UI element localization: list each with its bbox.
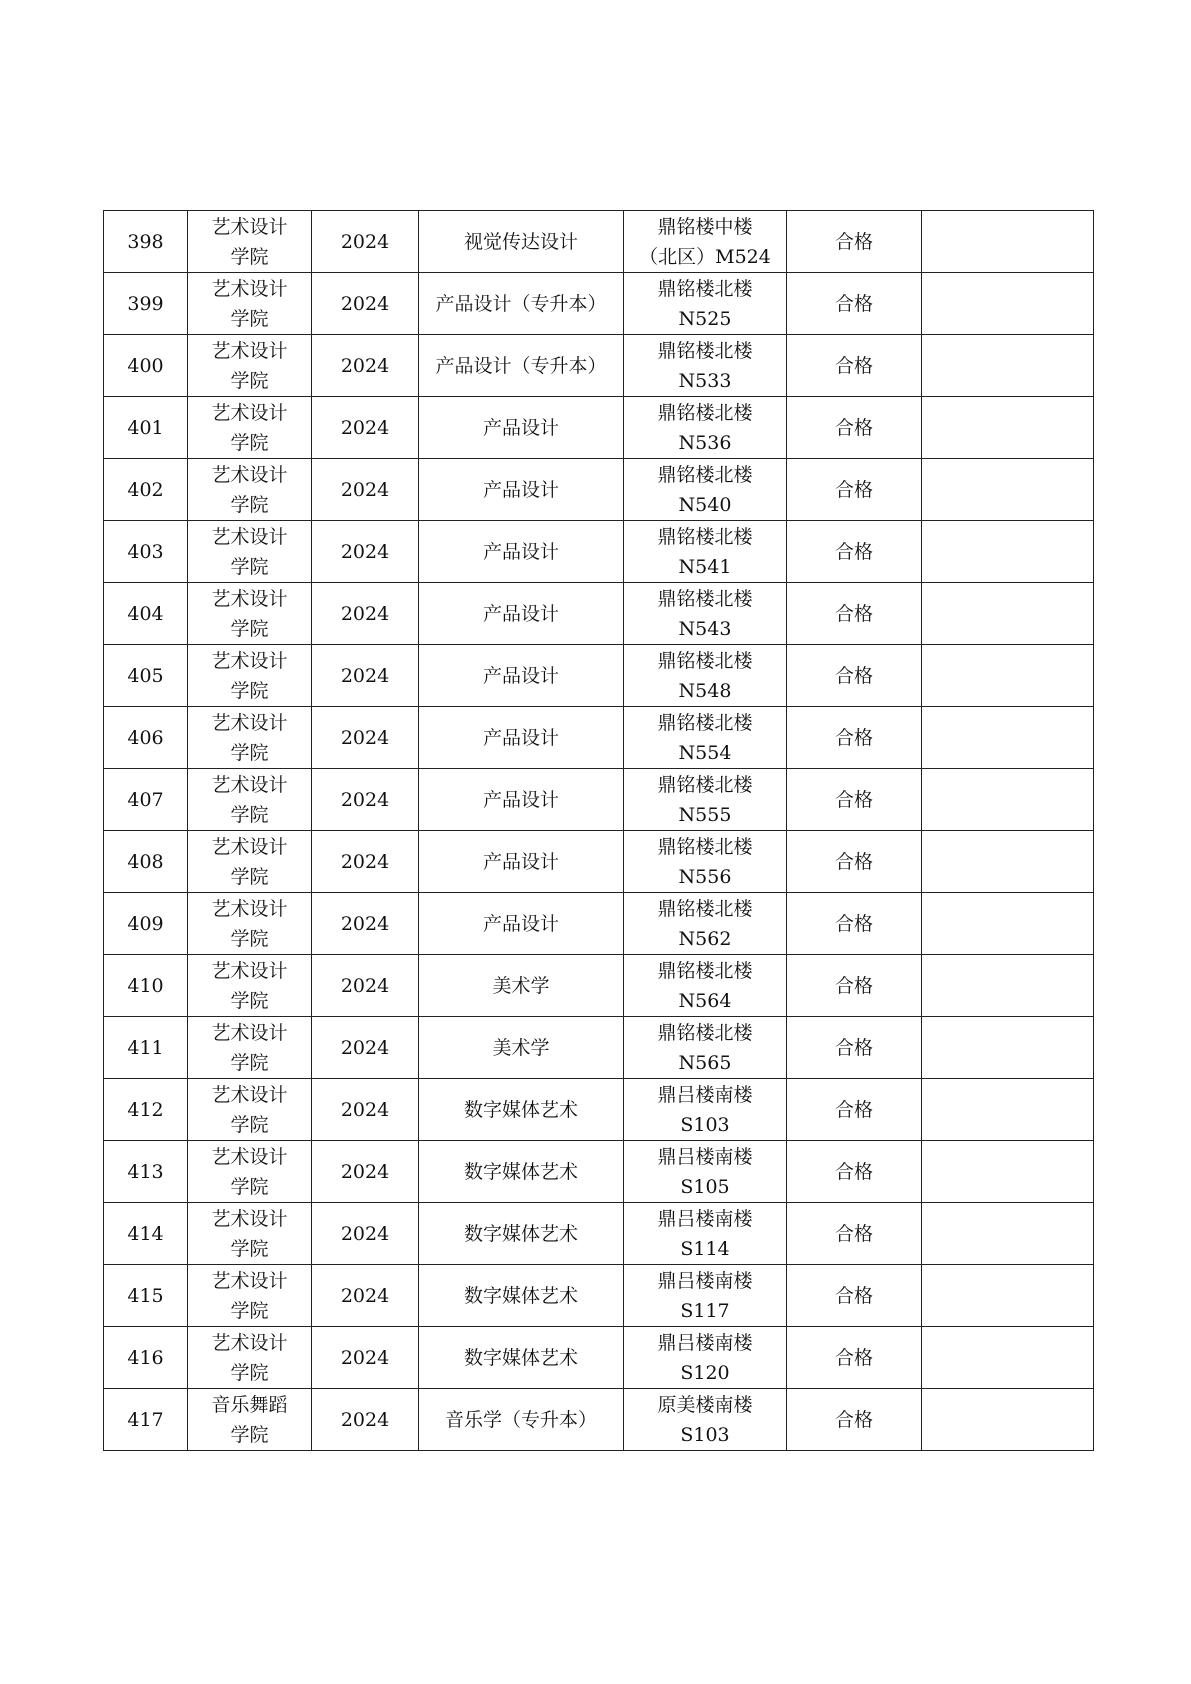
note-cell: [922, 645, 1094, 707]
college-cell-line-2: 学院: [230, 431, 269, 454]
major-cell: 产品设计: [419, 521, 624, 583]
college-cell-line-2: 学院: [230, 1113, 269, 1136]
room-cell: [624, 1141, 787, 1203]
row-number-cell: 406: [104, 707, 188, 769]
room-cell-line-2: N555: [678, 803, 732, 826]
room-cell-line-2: N554: [678, 741, 732, 764]
room-cell-line-1: 鼎铭楼北楼: [657, 897, 753, 920]
college-cell: [188, 707, 312, 769]
row-number-cell: 407: [104, 769, 188, 831]
major-cell: 产品设计: [419, 397, 624, 459]
college-cell: [188, 459, 312, 521]
note-cell: [922, 769, 1094, 831]
note-cell: [922, 1389, 1094, 1451]
college-cell: [188, 769, 312, 831]
result-cell: 合格: [787, 769, 922, 831]
year-cell: 2024: [312, 769, 419, 831]
row-number-cell: 417: [104, 1389, 188, 1451]
college-cell: [188, 831, 312, 893]
year-cell: 2024: [312, 1265, 419, 1327]
result-cell: 合格: [787, 1389, 922, 1451]
college-cell-line-1: 艺术设计: [211, 1269, 288, 1292]
year-cell: 2024: [312, 645, 419, 707]
table-row: [104, 1017, 1094, 1079]
college-cell-line-1: 艺术设计: [211, 401, 288, 424]
table-row: [104, 335, 1094, 397]
college-cell-line-1: 艺术设计: [211, 1145, 288, 1168]
table-row: [104, 1327, 1094, 1389]
year-cell: 2024: [312, 1389, 419, 1451]
table-row: [104, 831, 1094, 893]
college-cell-line-2: 学院: [230, 927, 269, 950]
major-cell: 美术学: [419, 1017, 624, 1079]
year-cell: 2024: [312, 1141, 419, 1203]
college-cell: [188, 583, 312, 645]
college-cell-line-2: 学院: [230, 1175, 269, 1198]
college-cell: [188, 955, 312, 1017]
major-cell: 数字媒体艺术: [419, 1079, 624, 1141]
room-cell-line-1: 鼎铭楼北楼: [657, 587, 753, 610]
college-cell-line-1: 音乐舞蹈: [211, 1393, 288, 1416]
college-cell-line-1: 艺术设计: [211, 277, 288, 300]
room-cell-line-2: N565: [678, 1051, 732, 1074]
result-cell: 合格: [787, 1327, 922, 1389]
note-cell: [922, 1327, 1094, 1389]
room-cell-line-1: 鼎铭楼北楼: [657, 525, 753, 548]
college-cell-line-2: 学院: [230, 245, 269, 268]
year-cell: 2024: [312, 211, 419, 273]
note-cell: [922, 273, 1094, 335]
table-row: [104, 769, 1094, 831]
room-cell: [624, 769, 787, 831]
room-cell: [624, 459, 787, 521]
college-cell-line-1: 艺术设计: [211, 1331, 288, 1354]
room-cell: [624, 211, 787, 273]
room-cell: [624, 521, 787, 583]
result-cell: 合格: [787, 459, 922, 521]
college-cell-line-2: 学院: [230, 617, 269, 640]
row-number-cell: 402: [104, 459, 188, 521]
major-cell: 产品设计: [419, 769, 624, 831]
result-cell: 合格: [787, 645, 922, 707]
room-cell-line-1: 鼎铭楼北楼: [657, 401, 753, 424]
room-cell-line-1: 鼎铭楼北楼: [657, 339, 753, 362]
result-cell: 合格: [787, 1079, 922, 1141]
major-cell: 数字媒体艺术: [419, 1327, 624, 1389]
major-cell: 音乐学（专升本）: [419, 1389, 624, 1451]
college-cell-line-2: 学院: [230, 1051, 269, 1074]
room-cell-line-1: 鼎铭楼北楼: [657, 277, 753, 300]
room-cell: [624, 583, 787, 645]
row-number-cell: 405: [104, 645, 188, 707]
table-row: [104, 1265, 1094, 1327]
college-cell: [188, 521, 312, 583]
note-cell: [922, 583, 1094, 645]
room-cell-line-2: S103: [680, 1113, 730, 1136]
room-cell: [624, 1265, 787, 1327]
college-cell-line-1: 艺术设计: [211, 463, 288, 486]
room-cell: [624, 1327, 787, 1389]
room-cell-line-1: 鼎铭楼中楼: [657, 215, 753, 238]
room-cell-line-2: N556: [678, 865, 732, 888]
year-cell: 2024: [312, 459, 419, 521]
college-cell-line-1: 艺术设计: [211, 711, 288, 734]
row-number-cell: 401: [104, 397, 188, 459]
college-cell-line-2: 学院: [230, 493, 269, 516]
college-cell-line-1: 艺术设计: [211, 1021, 288, 1044]
college-cell-line-1: 艺术设计: [211, 1083, 288, 1106]
note-cell: [922, 893, 1094, 955]
row-number-cell: 410: [104, 955, 188, 1017]
major-cell: 产品设计: [419, 707, 624, 769]
table-row: [104, 1203, 1094, 1265]
table-row: [104, 955, 1094, 1017]
row-number-cell: 412: [104, 1079, 188, 1141]
room-cell-line-2: N525: [678, 307, 732, 330]
row-number-cell: 398: [104, 211, 188, 273]
room-cell: [624, 1079, 787, 1141]
room-cell-line-1: 鼎吕楼南楼: [657, 1331, 753, 1354]
major-cell: 数字媒体艺术: [419, 1265, 624, 1327]
room-cell: [624, 335, 787, 397]
note-cell: [922, 521, 1094, 583]
college-cell-line-2: 学院: [230, 555, 269, 578]
room-cell-line-2: N540: [678, 493, 732, 516]
room-cell-line-2: N536: [678, 431, 732, 454]
room-cell: [624, 645, 787, 707]
result-cell: 合格: [787, 707, 922, 769]
result-cell: 合格: [787, 1203, 922, 1265]
row-number-cell: 403: [104, 521, 188, 583]
college-cell-line-1: 艺术设计: [211, 525, 288, 548]
college-cell-line-1: 艺术设计: [211, 773, 288, 796]
note-cell: [922, 459, 1094, 521]
result-cell: 合格: [787, 335, 922, 397]
table-row: [104, 707, 1094, 769]
note-cell: [922, 335, 1094, 397]
room-cell-line-1: 鼎铭楼北楼: [657, 463, 753, 486]
college-cell-line-2: 学院: [230, 989, 269, 1012]
year-cell: 2024: [312, 1079, 419, 1141]
room-cell-line-2: N543: [678, 617, 732, 640]
table-body: [104, 211, 1094, 1451]
college-cell: [188, 1017, 312, 1079]
note-cell: [922, 1141, 1094, 1203]
year-cell: 2024: [312, 1017, 419, 1079]
room-cell-line-2: S103: [680, 1423, 730, 1446]
major-cell: 美术学: [419, 955, 624, 1017]
room-cell: [624, 1203, 787, 1265]
college-cell-line-1: 艺术设计: [211, 649, 288, 672]
room-cell: [624, 397, 787, 459]
room-cell-line-2: （北区）M524: [639, 245, 771, 268]
result-cell: 合格: [787, 893, 922, 955]
table-row: [104, 1389, 1094, 1451]
result-cell: 合格: [787, 521, 922, 583]
major-cell: 产品设计: [419, 645, 624, 707]
result-cell: 合格: [787, 1141, 922, 1203]
table-row: [104, 645, 1094, 707]
year-cell: 2024: [312, 397, 419, 459]
result-cell: 合格: [787, 1017, 922, 1079]
table-row: [104, 397, 1094, 459]
year-cell: 2024: [312, 521, 419, 583]
college-cell-line-2: 学院: [230, 1299, 269, 1322]
college-cell: [188, 335, 312, 397]
table-row: [104, 459, 1094, 521]
note-cell: [922, 1017, 1094, 1079]
row-number-cell: 414: [104, 1203, 188, 1265]
room-cell-line-1: 鼎吕楼南楼: [657, 1269, 753, 1292]
room-cell: [624, 273, 787, 335]
college-cell-line-2: 学院: [230, 369, 269, 392]
result-cell: 合格: [787, 273, 922, 335]
room-cell-line-1: 鼎吕楼南楼: [657, 1207, 753, 1230]
note-cell: [922, 955, 1094, 1017]
note-cell: [922, 1079, 1094, 1141]
college-cell: [188, 645, 312, 707]
table-row: [104, 583, 1094, 645]
college-cell-line-2: 学院: [230, 307, 269, 330]
major-cell: 数字媒体艺术: [419, 1203, 624, 1265]
row-number-cell: 416: [104, 1327, 188, 1389]
note-cell: [922, 211, 1094, 273]
row-number-cell: 411: [104, 1017, 188, 1079]
year-cell: 2024: [312, 1327, 419, 1389]
college-cell: [188, 273, 312, 335]
room-cell-line-2: S120: [680, 1361, 730, 1384]
room-cell-line-2: N533: [678, 369, 732, 392]
note-cell: [922, 1265, 1094, 1327]
college-cell-line-1: 艺术设计: [211, 897, 288, 920]
room-cell: [624, 831, 787, 893]
room-cell: [624, 707, 787, 769]
college-cell-line-1: 艺术设计: [211, 1207, 288, 1230]
room-cell-line-1: 鼎铭楼北楼: [657, 711, 753, 734]
college-cell-line-2: 学院: [230, 1361, 269, 1384]
college-cell-line-2: 学院: [230, 1423, 269, 1446]
year-cell: 2024: [312, 707, 419, 769]
row-number-cell: 399: [104, 273, 188, 335]
college-cell-line-2: 学院: [230, 803, 269, 826]
college-cell: [188, 1203, 312, 1265]
result-cell: 合格: [787, 211, 922, 273]
table-row: [104, 273, 1094, 335]
major-cell: 产品设计: [419, 831, 624, 893]
note-cell: [922, 707, 1094, 769]
major-cell: 产品设计: [419, 583, 624, 645]
result-cell: 合格: [787, 955, 922, 1017]
major-cell: 产品设计: [419, 459, 624, 521]
table-row: [104, 1079, 1094, 1141]
table-row: [104, 521, 1094, 583]
college-cell-line-2: 学院: [230, 679, 269, 702]
row-number-cell: 413: [104, 1141, 188, 1203]
room-cell-line-2: N548: [678, 679, 732, 702]
year-cell: 2024: [312, 1203, 419, 1265]
room-cell: [624, 893, 787, 955]
college-cell: [188, 1079, 312, 1141]
room-cell: [624, 955, 787, 1017]
college-cell-line-1: 艺术设计: [211, 587, 288, 610]
result-cell: 合格: [787, 831, 922, 893]
college-cell-line-2: 学院: [230, 1237, 269, 1260]
room-cell-line-1: 原美楼南楼: [657, 1393, 753, 1416]
major-cell: 产品设计（专升本）: [419, 335, 624, 397]
room-cell-line-1: 鼎铭楼北楼: [657, 1021, 753, 1044]
table-row: [104, 211, 1094, 273]
college-cell-line-1: 艺术设计: [211, 215, 288, 238]
room-cell-line-2: S117: [680, 1299, 730, 1322]
room-cell-line-2: N562: [678, 927, 732, 950]
room-cell: [624, 1017, 787, 1079]
row-number-cell: 409: [104, 893, 188, 955]
college-cell: [188, 1265, 312, 1327]
college-cell-line-1: 艺术设计: [211, 835, 288, 858]
room-cell-line-1: 鼎吕楼南楼: [657, 1145, 753, 1168]
year-cell: 2024: [312, 893, 419, 955]
college-cell: [188, 1389, 312, 1451]
major-cell: 产品设计（专升本）: [419, 273, 624, 335]
year-cell: 2024: [312, 831, 419, 893]
room-cell: [624, 1389, 787, 1451]
major-cell: 产品设计: [419, 893, 624, 955]
row-number-cell: 408: [104, 831, 188, 893]
room-cell-line-2: N541: [678, 555, 732, 578]
result-cell: 合格: [787, 1265, 922, 1327]
room-cell-line-1: 鼎铭楼北楼: [657, 773, 753, 796]
college-cell-line-2: 学院: [230, 865, 269, 888]
year-cell: 2024: [312, 955, 419, 1017]
row-number-cell: 400: [104, 335, 188, 397]
table-row: [104, 1141, 1094, 1203]
result-cell: 合格: [787, 583, 922, 645]
result-cell: 合格: [787, 397, 922, 459]
college-cell: [188, 1141, 312, 1203]
college-cell-line-1: 艺术设计: [211, 339, 288, 362]
room-cell-line-1: 鼎吕楼南楼: [657, 1083, 753, 1106]
college-cell-line-1: 艺术设计: [211, 959, 288, 982]
room-cell-line-1: 鼎铭楼北楼: [657, 835, 753, 858]
college-cell: [188, 397, 312, 459]
year-cell: 2024: [312, 583, 419, 645]
row-number-cell: 404: [104, 583, 188, 645]
college-cell: [188, 211, 312, 273]
year-cell: 2024: [312, 335, 419, 397]
room-cell-line-2: S105: [680, 1175, 730, 1198]
year-cell: 2024: [312, 273, 419, 335]
note-cell: [922, 831, 1094, 893]
note-cell: [922, 1203, 1094, 1265]
room-cell-line-1: 鼎铭楼北楼: [657, 959, 753, 982]
dormitory-inspection-table: [103, 210, 1094, 1451]
room-cell-line-1: 鼎铭楼北楼: [657, 649, 753, 672]
college-cell: [188, 1327, 312, 1389]
major-cell: 视觉传达设计: [419, 211, 624, 273]
college-cell-line-2: 学院: [230, 741, 269, 764]
table-row: [104, 893, 1094, 955]
college-cell: [188, 893, 312, 955]
row-number-cell: 415: [104, 1265, 188, 1327]
room-cell-line-2: S114: [680, 1237, 730, 1260]
room-cell-line-2: N564: [678, 989, 732, 1012]
note-cell: [922, 397, 1094, 459]
major-cell: 数字媒体艺术: [419, 1141, 624, 1203]
